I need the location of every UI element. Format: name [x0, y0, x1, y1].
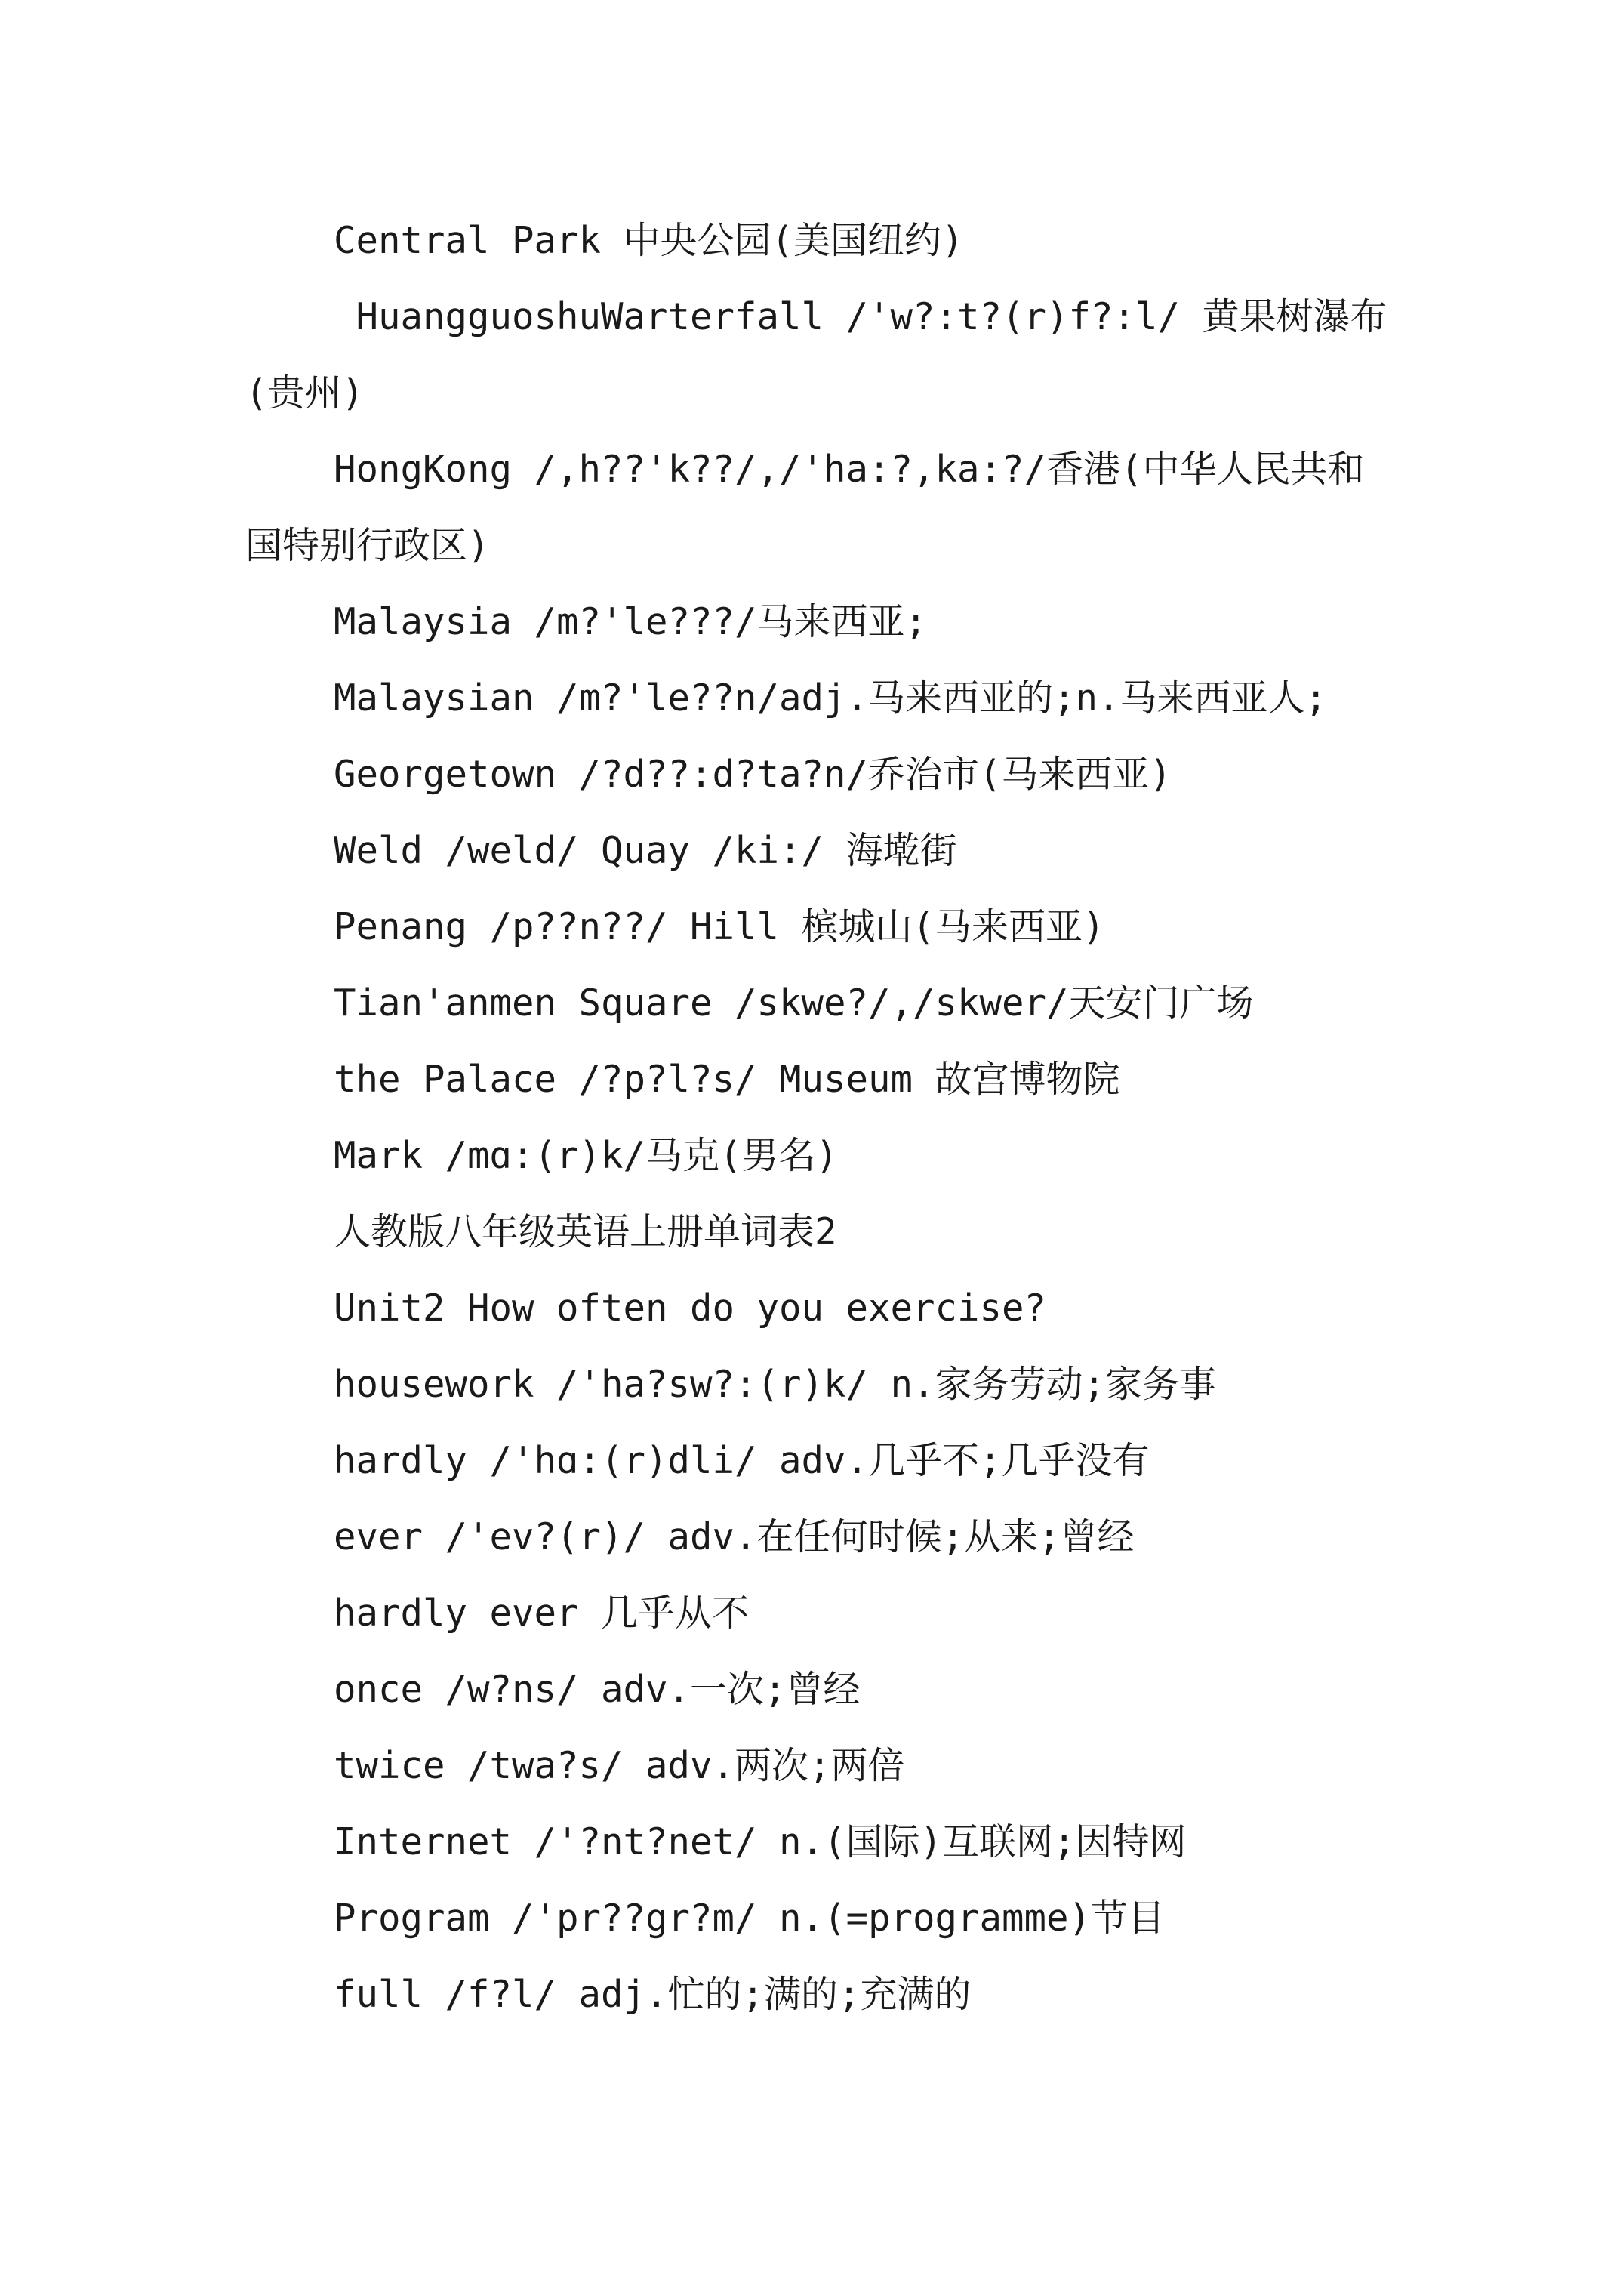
vocab-line-twice: twice /twa?s/ adv.两次;两倍	[334, 1744, 905, 1787]
vocab-line-full: full /f?l/ adj.忙的;满的;充满的	[334, 1973, 972, 2016]
vocab-line-malaysian: Malaysian /m?'le??n/adj.马来西亚的;n.马来西亚人;	[334, 676, 1328, 720]
vocab-line-hardly-ever: hardly ever 几乎从不	[334, 1592, 750, 1635]
vocab-line-internet: Internet /'?nt?net/ n.(国际)互联网;因特网	[334, 1820, 1187, 1863]
vocab-line-hardly: hardly /'hɑ:(r)dli/ adv.几乎不;几乎没有	[334, 1439, 1150, 1482]
vocab-line-program: Program /'pr??gr?m/ n.(=programme)节目	[334, 1897, 1166, 1940]
vocab-line-housework: housework /'ha?sw?:(r)k/ n.家务劳动;家务事	[334, 1363, 1217, 1406]
vocab-line-palace-museum: the Palace /?p?l?s/ Museum 故宫博物院	[334, 1058, 1120, 1101]
vocab-line-mark: Mark /mɑ:(r)k/马克(男名)	[334, 1134, 839, 1177]
vocab-line-weld-quay: Weld /weld/ Quay /ki:/ 海墘街	[334, 829, 957, 872]
vocab-line-huangguoshu-waterfall: HuangguoshuWarterfall /'w?:t?(r)f?:l/ 黄果树瀑布(贵州)	[245, 295, 1387, 415]
vocab-line-ever: ever /'ev?(r)/ adv.在任何时候;从来;曾经	[334, 1515, 1135, 1558]
unit-title: Unit2 How often do you exercise?	[334, 1287, 1047, 1330]
document-body	[245, 202, 1393, 2032]
vocab-line-once: once /w?ns/ adv.一次;曾经	[334, 1668, 861, 1711]
vocab-line-georgetown: Georgetown /?d??:d?ta?n/乔治市(马来西亚)	[334, 753, 1172, 796]
vocab-line-penang-hill: Penang /p??n??/ Hill 槟城山(马来西亚)	[334, 905, 1105, 948]
vocab-line-central-park: Central Park 中央公园(美国纽约)	[334, 219, 964, 262]
vocab-line-hongkong: HongKong /,h??'k??/,/'ha:?,ka:?/香港(中华人民共和国特别行政区)	[245, 448, 1365, 567]
vocab-line-malaysia: Malaysia /m?'le???/马来西亚;	[334, 600, 928, 643]
vocab-line-tiananmen-square: Tian'anmen Square /skwe?/,/skwer/天安门广场	[334, 982, 1254, 1025]
section-heading: 人教版八年级英语上册单词表2	[334, 1210, 837, 1253]
